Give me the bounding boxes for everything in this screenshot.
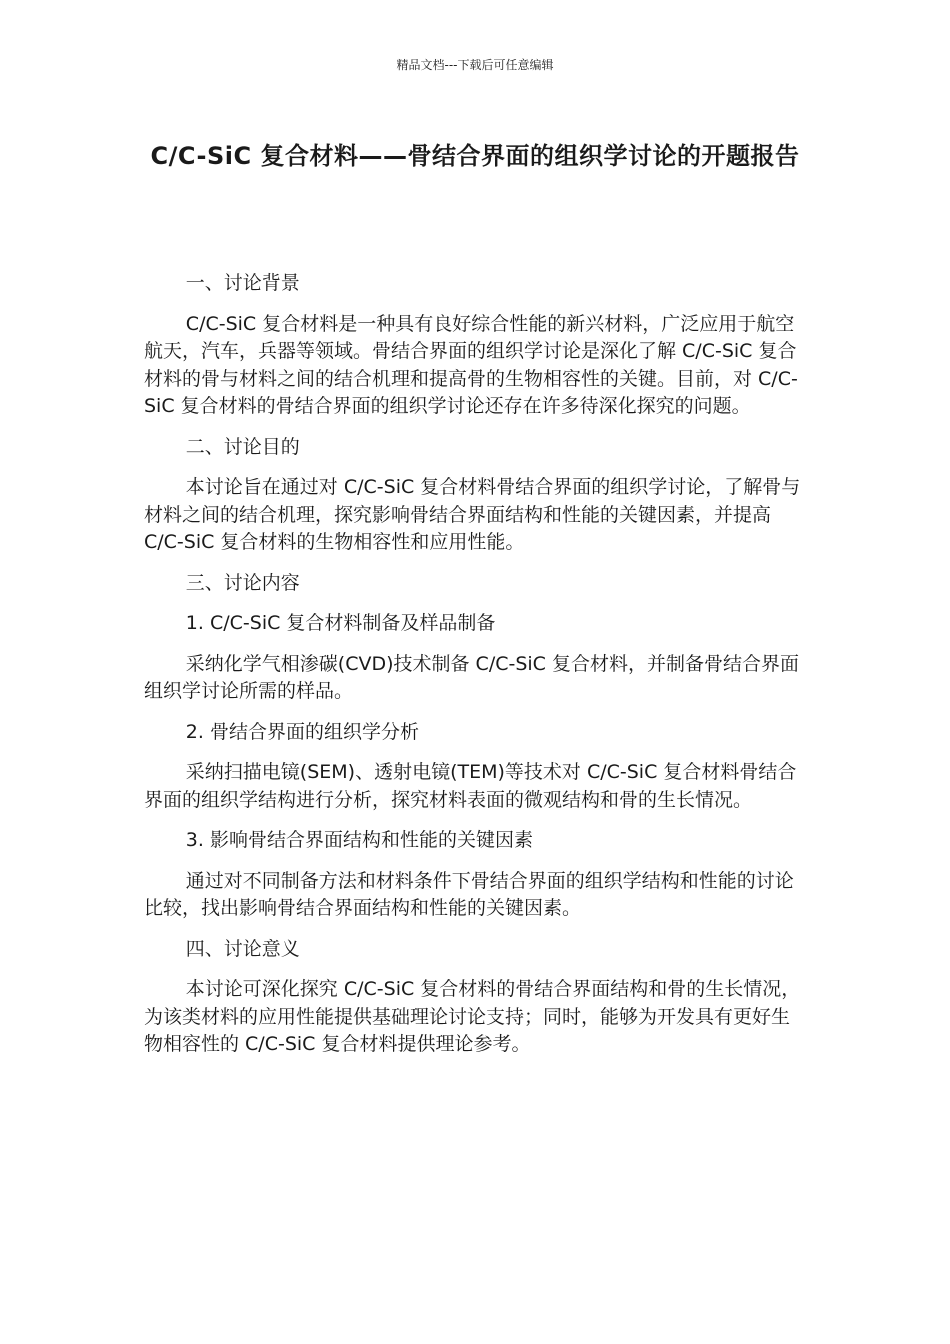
subheading-preparation: 1. C/C-SiC 复合材料制备及样品制备 <box>185 612 496 634</box>
paragraph-analysis: 采纳扫描电镜(SEM)、透射电镜(TEM)等技术对 C/C-SiC 复合材料骨结合界面的组织学结构进行分析，探究材料表面的微观结构和骨的生长情况。 <box>144 761 797 811</box>
page-header-note: 精品文档---下载后可任意编辑 <box>396 58 554 72</box>
section-heading-purpose: 二、讨论目的 <box>185 435 300 458</box>
subheading-analysis: 2. 骨结合界面的组织学分析 <box>185 720 419 743</box>
paragraph-purpose: 本讨论旨在通过对 C/C-SiC 复合材料骨结合界面的组织学讨论，了解骨与材料之间的结合机理，探究影响骨结合界面结构和性能的关键因素，并提高 C/C-SiC 复合材料的生物相容性和应用性能。 <box>144 476 801 553</box>
paragraph-key-factors: 通过对不同制备方法和材料条件下骨结合界面的组织学结构和性能的讨论比较，找出影响骨结合界面结构和性能的关键因素。 <box>144 869 794 919</box>
document-body <box>144 270 808 1072</box>
paragraph-background: C/C-SiC 复合材料是一种具有良好综合性能的新兴材料，广泛应用于航空航天，汽车，兵器等领域。骨结合界面的组织学讨论是深化了解 C/C-SiC 复合材料的骨与材料之间的结合机理和提高骨的生物相容性的关键。目前，对 C/C-SiC 复合材料的骨结合界面的组织学讨论还存在许多待深化探究的问题。 <box>144 312 798 417</box>
paragraph-preparation: 采纳化学气相渗碳(CVD)技术制备 C/C-SiC 复合材料，并制备骨结合界面组织学讨论所需的样品。 <box>144 652 799 702</box>
section-heading-content: 三、讨论内容 <box>185 571 300 594</box>
document-title: C/C-SiC 复合材料——骨结合界面的组织学讨论的开题报告 <box>150 142 800 170</box>
section-heading-background: 一、讨论背景 <box>185 272 300 294</box>
section-heading-significance: 四、讨论意义 <box>185 937 300 960</box>
subheading-key-factors: 3. 影响骨结合界面结构和性能的关键因素 <box>185 829 533 851</box>
paragraph-significance: 本讨论可深化探究 C/C-SiC 复合材料的骨结合界面结构和骨的生长情况，为该类材料的应用性能提供基础理论讨论支持；同时，能够为开发具有更好生物相容性的 C/C-SiC 复合材料提供理论参考。 <box>144 978 801 1055</box>
